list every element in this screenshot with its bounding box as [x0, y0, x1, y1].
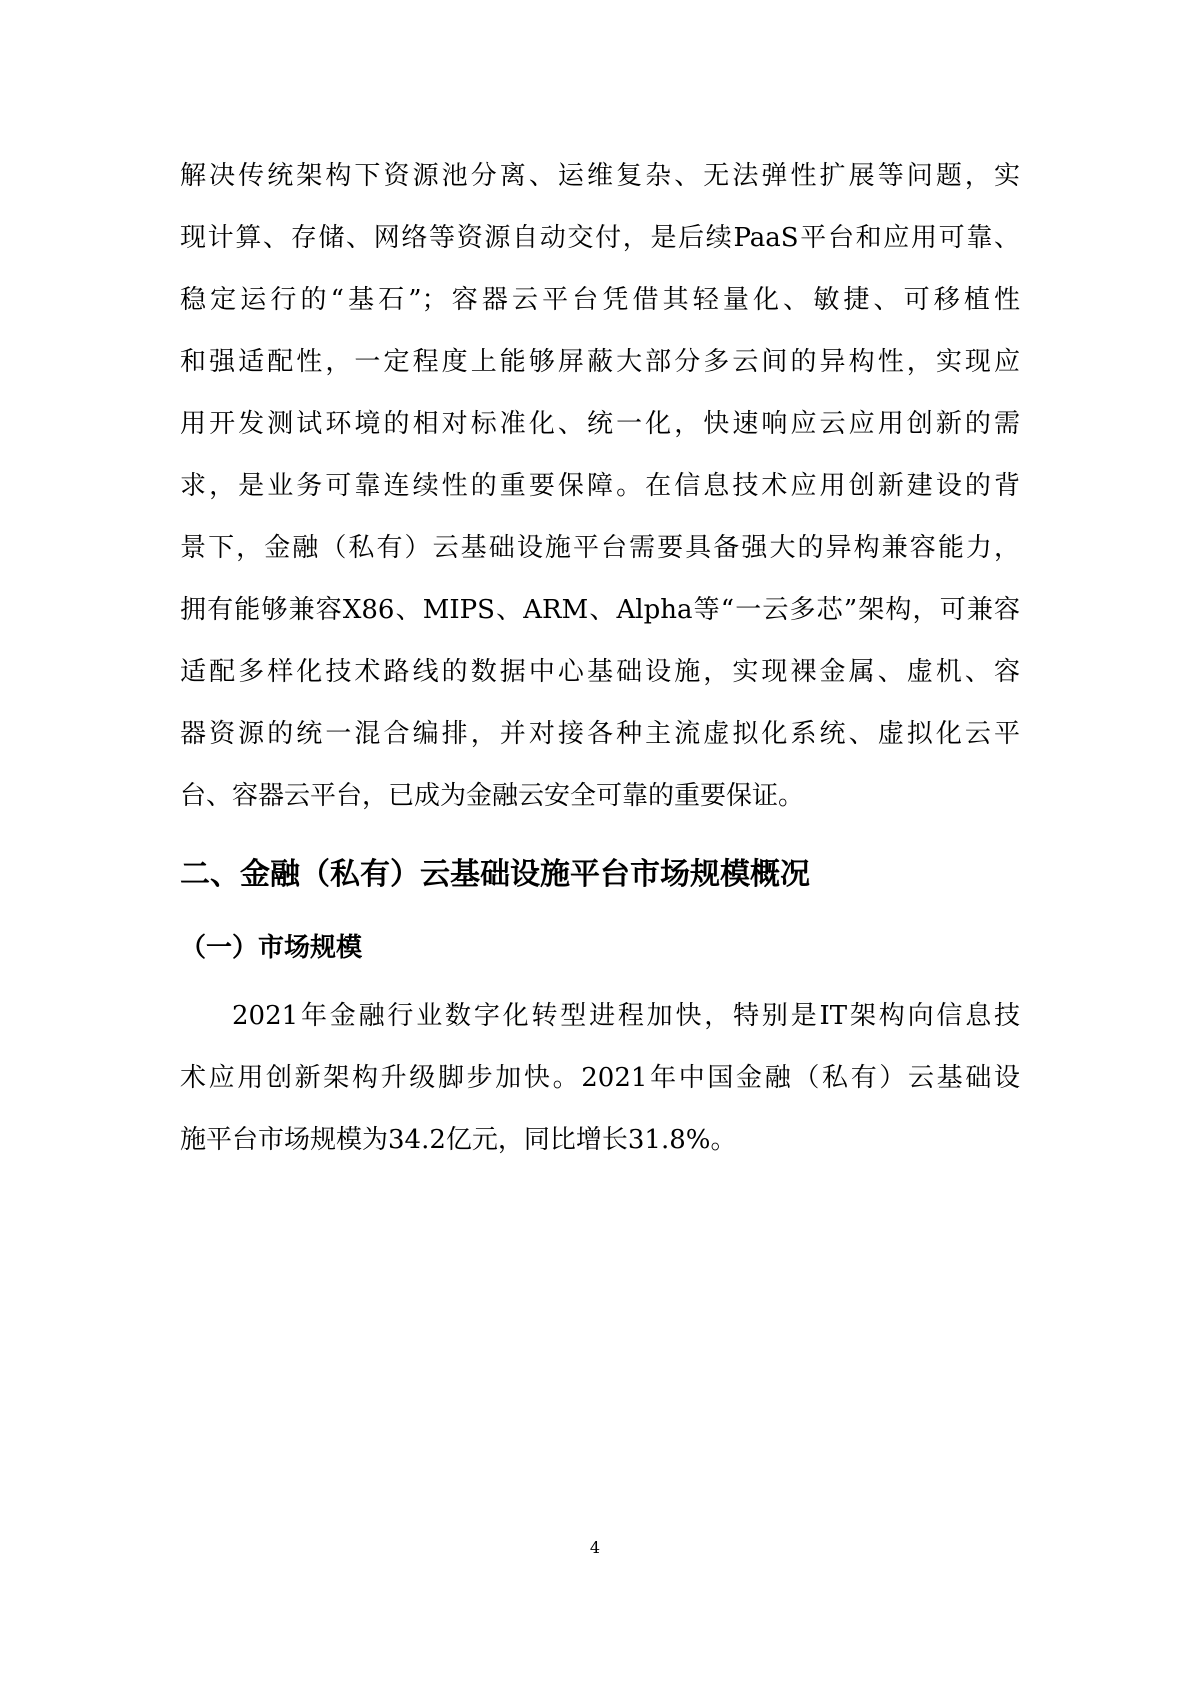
paragraph-line: 器资源的统一混合编排，并对接各种主流虚拟化系统、虚拟化云平 [180, 719, 1020, 749]
paragraph-line: 现计算、存储、网络等资源自动交付，是后续PaaS平台和应用可靠、 [180, 223, 1020, 253]
paragraph-line: 术应用创新架构升级脚步加快。2021年中国金融（私有）云基础设 [180, 1063, 1020, 1093]
subsection-heading: （一）市场规模 [180, 933, 363, 963]
paragraph-line: 稳定运行的“基石”；容器云平台凭借其轻量化、敏捷、可移植性 [180, 285, 1020, 315]
paragraph-line: 景下，金融（私有）云基础设施平台需要具备强大的异构兼容能力， [180, 533, 1020, 563]
paragraph-line: 和强适配性，一定程度上能够屏蔽大部分多云间的异构性，实现应 [180, 347, 1020, 377]
paragraph-line: 施平台市场规模为34.2亿元，同比增长31.8%。 [180, 1125, 737, 1155]
paragraph-line: 求，是业务可靠连续性的重要保障。在信息技术应用创新建设的背 [180, 471, 1020, 501]
paragraph-line: 台、容器云平台，已成为金融云安全可靠的重要保证。 [180, 781, 805, 811]
section-heading: 二、金融（私有）云基础设施平台市场规模概况 [180, 857, 810, 892]
paragraph-line: 2021年金融行业数字化转型进程加快，特别是IT架构向信息技 [232, 1001, 1020, 1031]
body-paragraph-1 [180, 145, 1020, 827]
paragraph-line: 拥有能够兼容X86、MIPS、ARM、Alpha等“一云多芯”架构，可兼容 [180, 595, 1020, 625]
paragraph-line: 适配多样化技术路线的数据中心基础设施，实现裸金属、虚机、容 [180, 657, 1020, 687]
paragraph-line: 用开发测试环境的相对标准化、统一化，快速响应云应用创新的需 [180, 409, 1020, 439]
paragraph-line: 解决传统架构下资源池分离、运维复杂、无法弹性扩展等问题，实 [180, 161, 1020, 191]
page-number: 4 [589, 1538, 601, 1557]
body-paragraph-2 [180, 985, 1020, 1171]
